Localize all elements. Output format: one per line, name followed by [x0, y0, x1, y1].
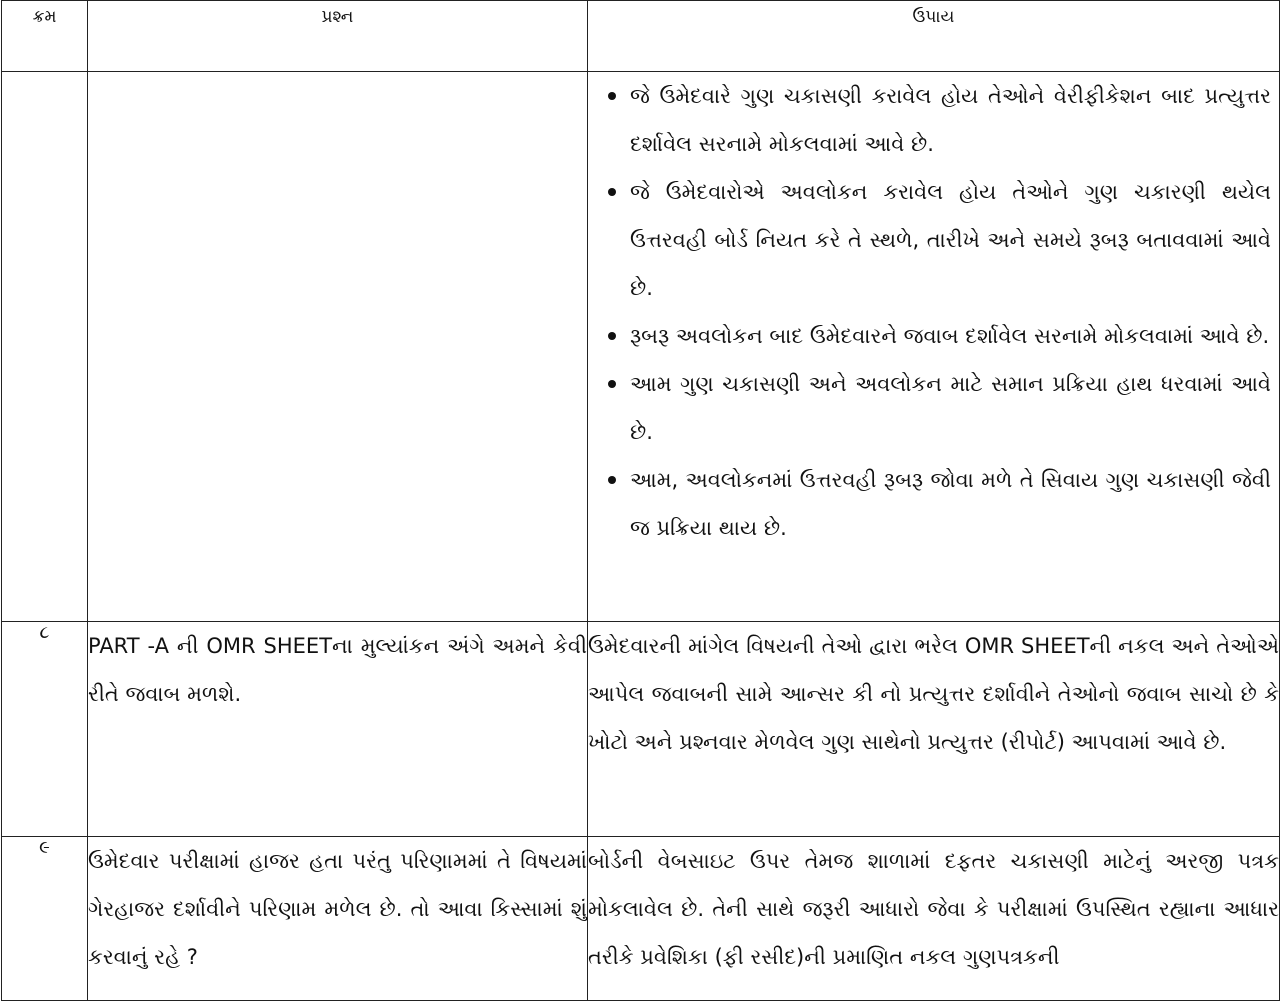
sno-cell-empty [2, 72, 88, 622]
header-solution: ઉપાય [588, 1, 1280, 72]
bullet-text: આમ, અવલોકનમાં ઉત્તરવહી રૂબરૂ જોવા મળે તે સિવાય ગુણ ચકાસણી જેવી જ પ્રક્રિયા થાય છે. [630, 468, 1271, 540]
bullet-text: જે ઉમેદવારે ગુણ ચકાસણી કરાવેલ હોય તેઓને વેરીફીકેશન બાદ પ્રત્યુત્તર દર્શાવેલ સરનામે મોકલવામાં આવે છે. [630, 84, 1271, 156]
solution-cell: ઉમેદવારની માંગેલ વિષયની તેઓ દ્વારા ભરેલ OMR SHEETની નકલ અને તેઓએ આપેલ જવાબની સામે આન્સર કી નો પ્રત્યુત્તર દર્શાવીને તેઓનો જવાબ સાચો છે કે ખોટો અને પ્રશ્નવાર મેળવેલ ગુણ સાથેનો પ્રત્યુત્તર (રીપોર્ટ) આપવામાં આવે છે. [588, 622, 1280, 837]
question-cell-empty [88, 72, 588, 622]
bullet-item [588, 312, 1279, 360]
bullet-text: જે ઉમેદવારોએ અવલોકન કરાવેલ હોય તેઓને ગુણ ચકારણી થયેલ ઉત્તરવહી બોર્ડ નિયત કરે તે સ્થળે, તારીખે અને સમયે રૂબરૂ બતાવવામાં આવે છે. [630, 180, 1271, 300]
header-question: પ્રશ્ન [88, 1, 588, 72]
bullet-icon [608, 332, 616, 340]
bullet-item [588, 72, 1279, 168]
bullet-icon [608, 476, 616, 484]
bullet-text: આમ ગુણ ચકાસણી અને અવલોકન માટે સમાન પ્રક્રિયા હાથ ધરવામાં આવે છે. [630, 372, 1271, 444]
question-cell: PART -A ની OMR SHEETના મુલ્યાંકન અંગે અમને કેવી રીતે જવાબ મળશે. [88, 622, 588, 837]
table-row [2, 622, 1280, 837]
table-row [2, 72, 1280, 622]
bullet-icon [608, 92, 616, 100]
sno-cell: ૯ [2, 837, 88, 1001]
solution-cell: બોર્ડની વેબસાઇટ ઉપર તેમજ શાળામાં દફતર ચકાસણી માટેનું અરજી પત્રક મોકલાવેલ છે. તેની સાથે જરૂરી આધારો જેવા કે પરીક્ષામાં ઉપસ્થિત રહ્યાના આધાર તરીકે પ્રવેશિકા (ફી રસીદ)ની પ્રમાણિત નકલ ગુણપત્રકની [588, 837, 1280, 1001]
bullet-item [588, 456, 1279, 552]
header-sno: ક્રમ [2, 1, 88, 72]
table-header-row [2, 1, 1280, 72]
bullet-icon [608, 380, 616, 388]
sno-cell: ૮ [2, 622, 88, 837]
solution-cell [588, 72, 1280, 622]
bullet-text: રૂબરૂ અવલોકન બાદ ઉમેદવારને જવાબ દર્શાવેલ સરનામે મોકલવામાં આવે છે. [630, 324, 1270, 348]
bullet-icon [608, 188, 616, 196]
bullet-item [588, 360, 1279, 456]
question-cell: ઉમેદવાર પરીક્ષામાં હાજર હતા પરંતુ પરિણામમાં તે વિષયમાં ગેરહાજર દર્શાવીને પરિણામ મળેલ છે. તો આવા કિસ્સામાં શું કરવાનું રહે ? [88, 837, 588, 1001]
solution-bullet-list [588, 72, 1279, 552]
faq-table [1, 0, 1280, 1001]
bullet-item [588, 168, 1279, 312]
table-row [2, 837, 1280, 1001]
